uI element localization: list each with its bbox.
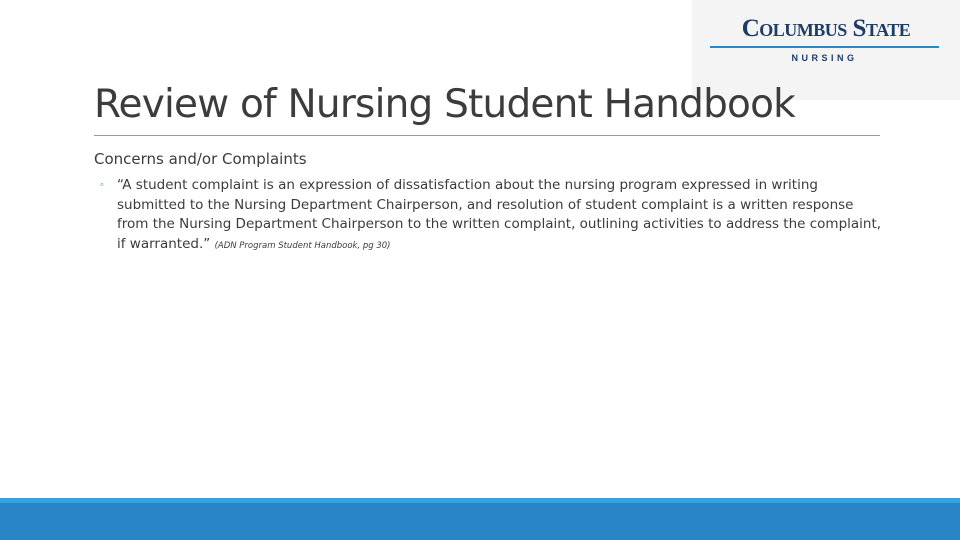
bullet-item — [100, 176, 885, 256]
title-divider — [94, 135, 880, 136]
slide-title: Review of Nursing Student Handbook — [94, 82, 795, 127]
logo-name: Columbus State — [741, 15, 911, 42]
logo-subtitle: NURSING — [791, 53, 858, 63]
footer-bar-highlight — [0, 498, 960, 503]
logo-divider — [710, 46, 939, 48]
footer-bar — [0, 498, 960, 540]
citation: (ADN Program Student Handbook, pg 30) — [214, 240, 391, 251]
bullet-text — [117, 176, 885, 256]
subheading: Concerns and/or Complaints — [94, 150, 307, 168]
complaint-quote: “A student complaint is an expression of dissatisfaction about the nursing program expressed in writing submitted to the Nursing Department Chairperson, and resolution of student complaint is a written response from the Nursing Department Chairperson to the written complaint, outlining activities to address the complaint, if warranted.” — [117, 177, 882, 252]
bullet-marker-icon: ◦ — [100, 179, 104, 191]
